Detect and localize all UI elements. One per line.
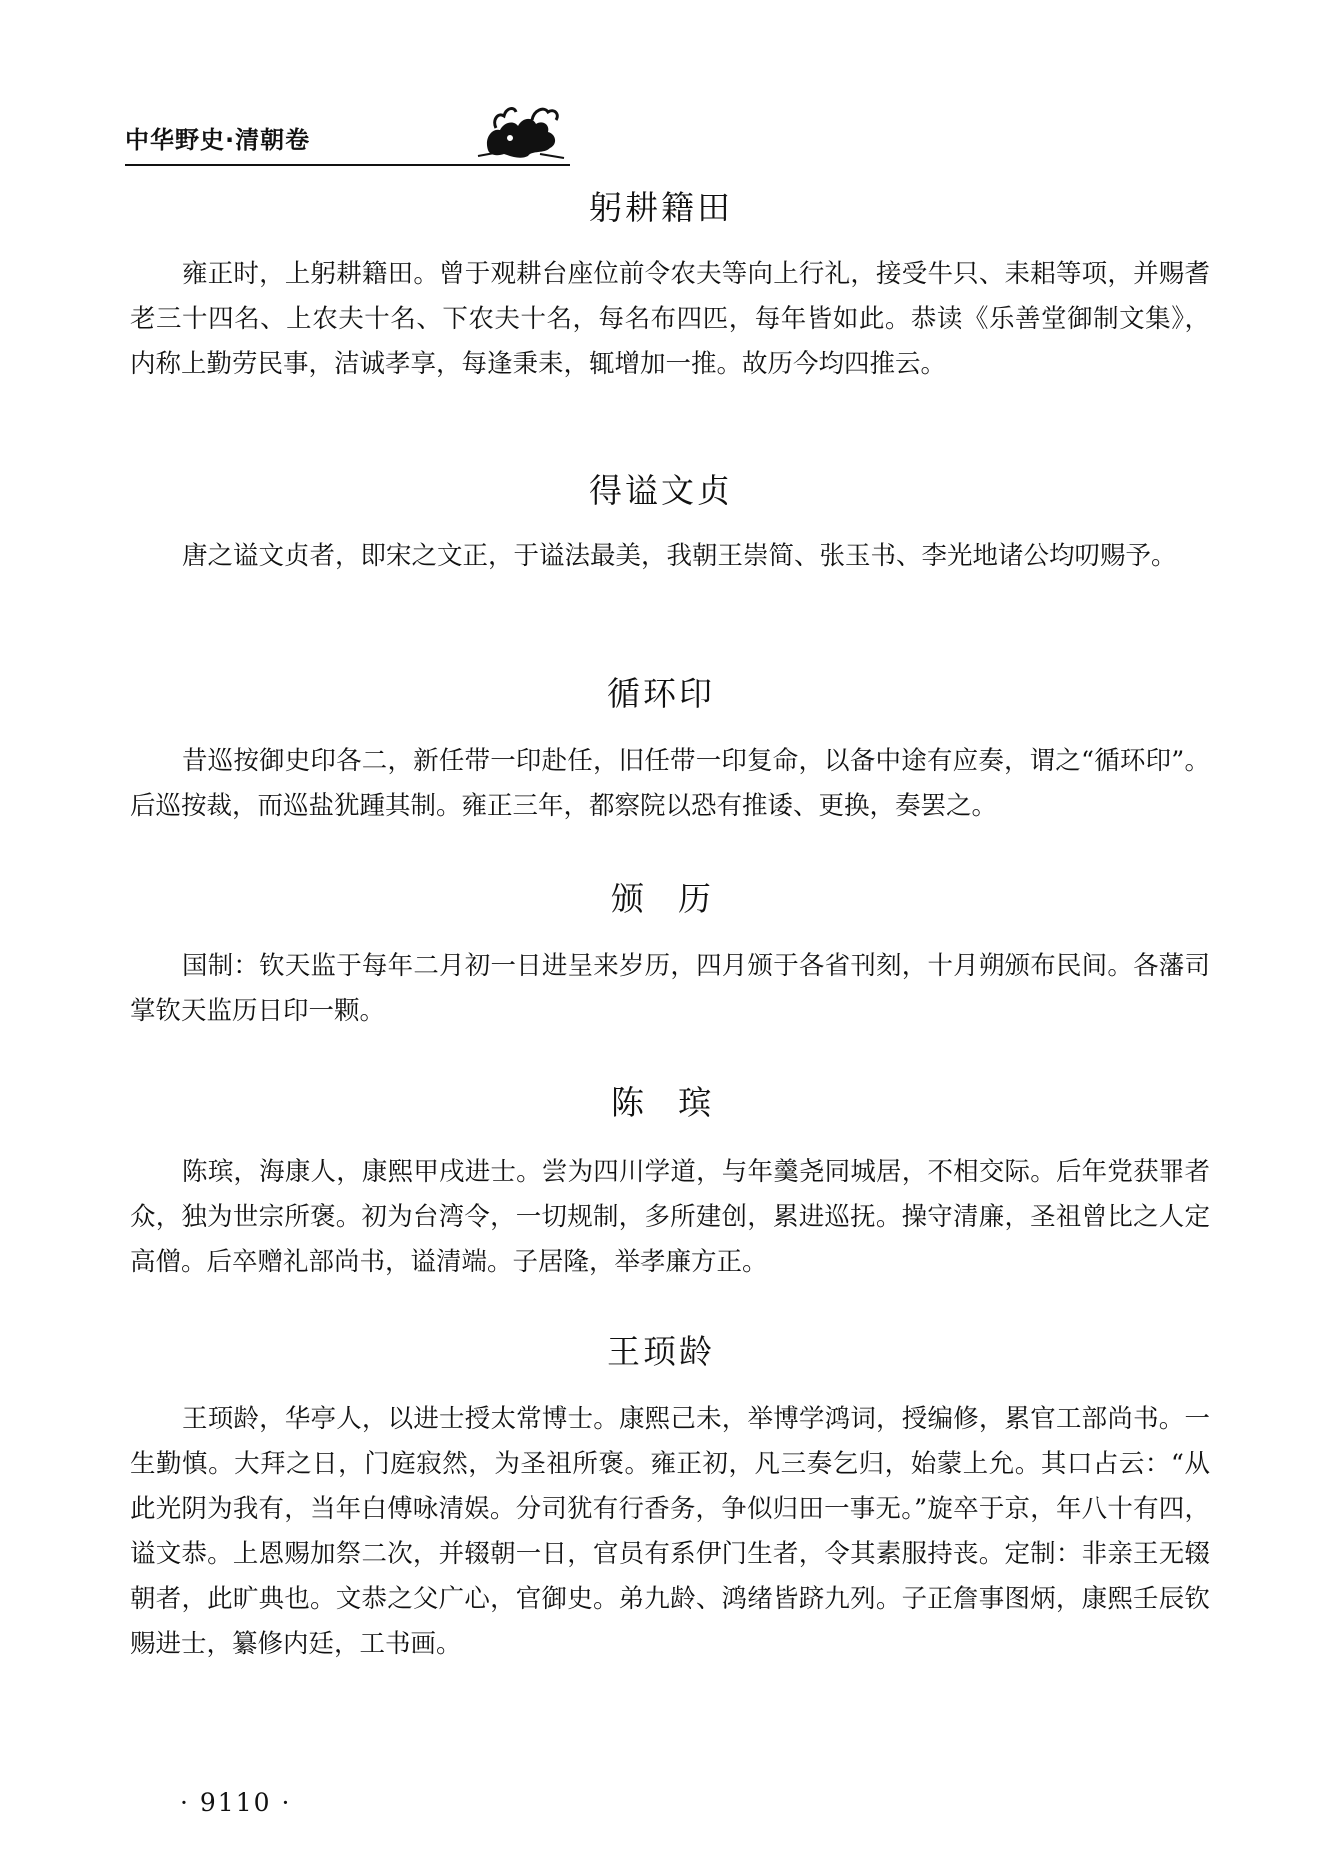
- running-header: [125, 98, 1215, 168]
- section-title: 陈瑸: [611, 1083, 745, 1122]
- article-section: [0, 668, 1322, 715]
- page-number: · 9110 ·: [180, 1788, 292, 1817]
- section-body: 王顼龄，华亭人，以进士授太常博士。康熙己未，举博学鸿词，授编修，累官工部尚书。一生勤慎。大拜之日，门庭寂然，为圣祖所褒。雍正初，凡三奏乞归，始蒙上允。其口占云：“从此光阴为我有，当年白傅咏清娱。分司犹有行香务，争似归田一事无。”旋卒于京，年八十有四，谥文恭。上恩赐加祭二次，并辍朝一日，官员有系伊门生者，令其素服持丧。定制：非亲王无辍朝者，此旷典也。文恭之父广心，官御史。弟九龄、鸿绪皆跻九列。子正詹事图炳，康熙壬辰钦赐进士，纂修内廷，工书画。: [130, 1404, 1210, 1659]
- section-title: 循环印: [607, 674, 715, 713]
- section-body: 昔巡按御史印各二，新任带一印赴任，旧任带一印复命，以备中途有应奏，谓之“循环印”。后巡按裁，而巡盐犹踵其制。雍正三年，都察院以恐有推诿、更换，奏罢之。: [130, 746, 1210, 821]
- dragon-emblem-icon: [470, 98, 570, 164]
- article-section: [0, 1326, 1322, 1373]
- article-section: [0, 182, 1322, 229]
- article-section: [0, 873, 1322, 920]
- section-body: 陈瑸，海康人，康熙甲戌进士。尝为四川学道，与年羹尧同城居，不相交际。后年党获罪者众，独为世宗所褒。初为台湾令，一切规制，多所建创，累进巡抚。操守清廉，圣祖曾比之人定高僧。后卒赠礼部尚书，谥清端。子居隆，举孝廉方正。: [130, 1157, 1210, 1277]
- section-title: 得谥文贞: [589, 471, 733, 510]
- section-body: 国制：钦天监于每年二月初一日进呈来岁历，四月颁于各省刊刻，十月朔颁布民间。各藩司掌钦天监历日印一颗。: [130, 951, 1210, 1026]
- section-title: 颁历: [611, 879, 745, 918]
- section-title: 躬耕籍田: [589, 188, 733, 227]
- section-title: 王顼龄: [607, 1332, 715, 1371]
- article-section: [0, 465, 1322, 512]
- article-section: [0, 1077, 1322, 1124]
- header-divider: [125, 164, 570, 166]
- running-header-title: 中华野史·清朝卷: [125, 126, 311, 154]
- section-body: 唐之谥文贞者，即宋之文正，于谥法最美，我朝王崇简、张玉书、李光地诸公均叨赐予。: [182, 541, 1177, 571]
- section-body: 雍正时，上躬耕籍田。曾于观耕台座位前令农夫等向上行礼，接受牛只、耒耜等项，并赐耆老三十四名、上农夫十名、下农夫十名，每名布四匹，每年皆如此。恭读《乐善堂御制文集》，内称上勤劳民事，洁诚孝享，每逢秉耒，辄增加一推。故历今均四推云。: [130, 259, 1210, 379]
